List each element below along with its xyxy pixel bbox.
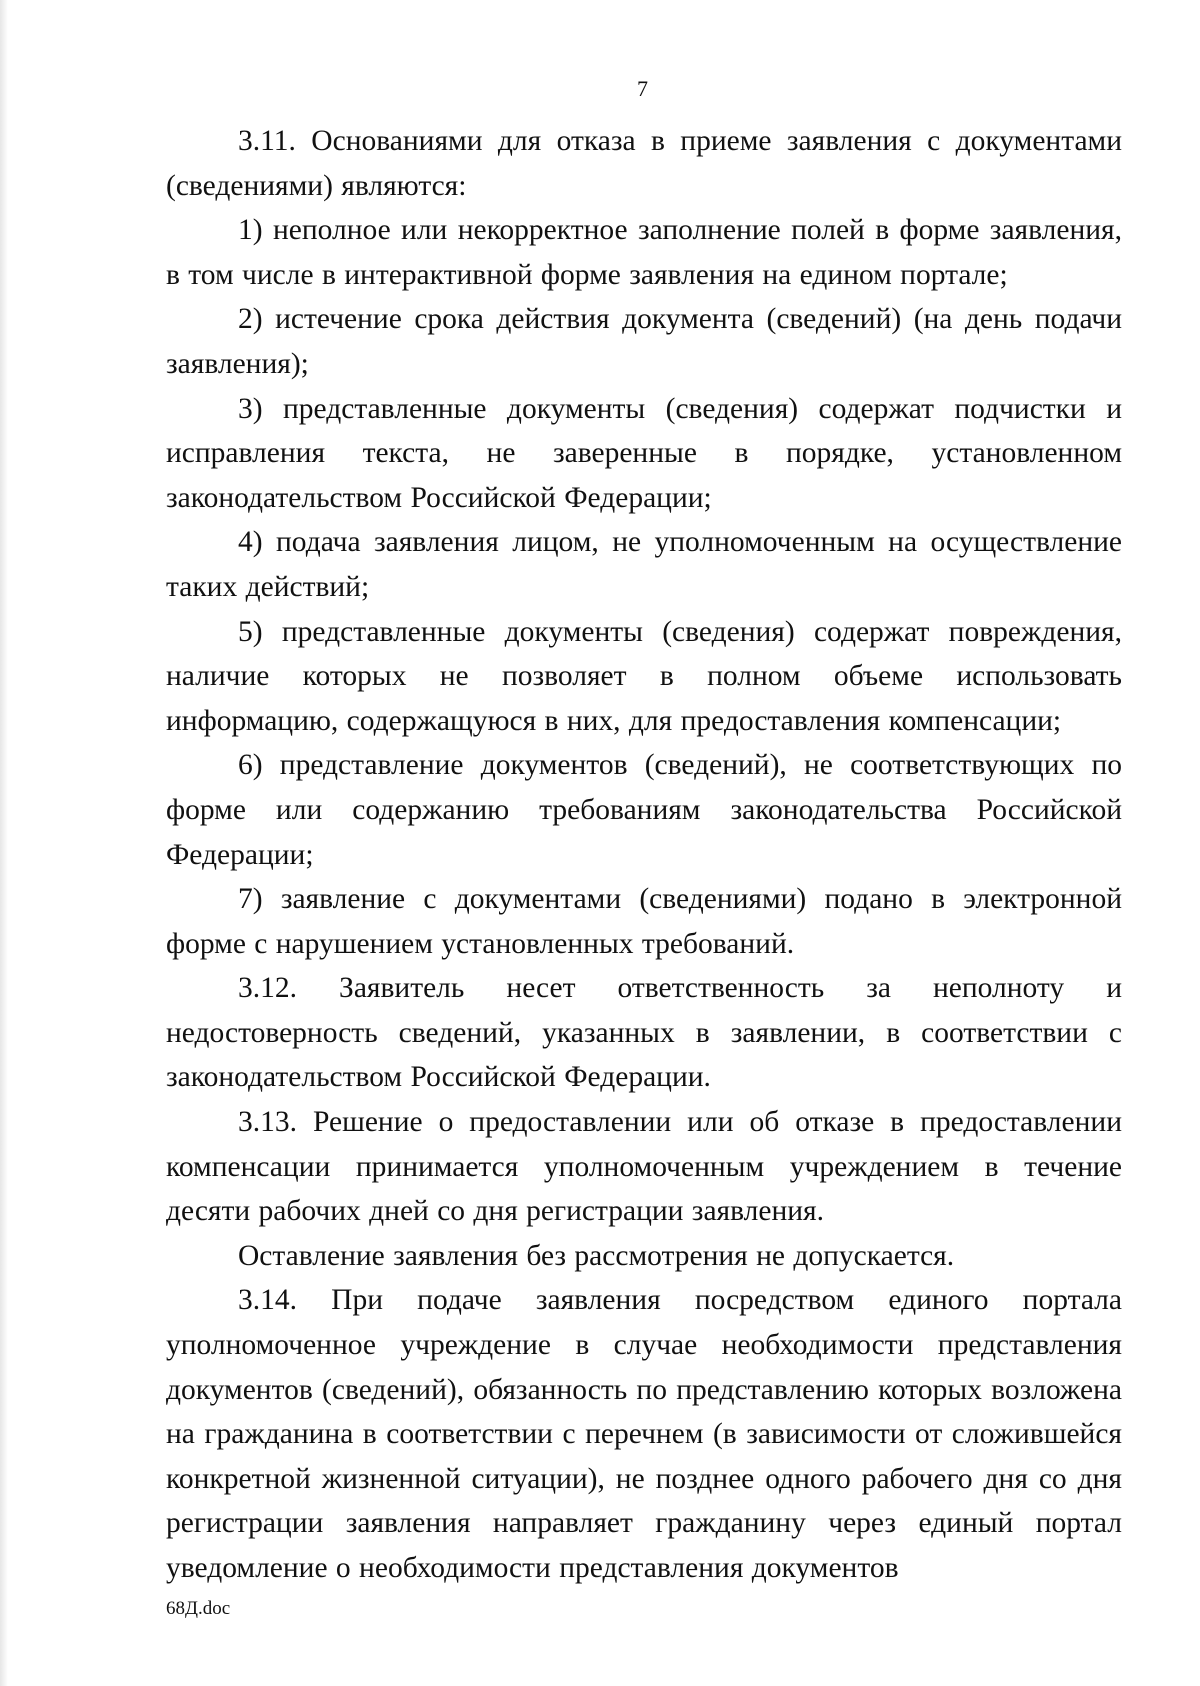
paragraph-item-2: 2) истечение срока действия документа (сведений) (на день подачи заявления); [166, 303, 1122, 380]
paragraph-item-6: 6) представление документов (сведений), не соответствующих по форме или содержанию требованиям законодательства Российской Федерации; [166, 749, 1122, 871]
paragraph-item-3: 3) представленные документы (сведения) содержат подчистки и исправления текста, не заверенные в порядке, установленном законодательством Российской Федерации; [166, 392, 1122, 514]
paragraph-item-5: 5) представленные документы (сведения) содержат повреждения, наличие которых не позволяет в полном объеме использовать информацию, содержащуюся в них, для предоставления компенсации; [166, 615, 1122, 737]
paragraph-3-12: 3.12. Заявитель несет ответственность за неполноту и недостоверность сведений, указанных в заявлении, в соответствии с законодательством Российской Федерации. [166, 972, 1122, 1094]
page-number: 7 [637, 76, 648, 101]
paragraph-3-13: 3.13. Решение о предоставлении или об отказе в предоставлении компенсации принимается уполномоченным учреждением в течение десяти рабочих дней со дня регистрации заявления. [166, 1106, 1122, 1228]
document-body [166, 119, 1122, 1591]
paragraph-item-7: 7) заявление с документами (сведениями) подано в электронной форме с нарушением установленных требований. [166, 883, 1122, 960]
paragraph-3-11: 3.11. Основаниями для отказа в приеме заявления с документами (сведениями) являются: [166, 125, 1122, 202]
paragraph-no-dismissal: Оставление заявления без рассмотрения не допускается. [238, 1239, 955, 1272]
paragraph-3-14: 3.14. При подаче заявления посредством единого портала уполномоченное учреждение в случае необходимости представления документов (сведений), обязанность по представлению которых возложена на гражданина в соответствии с перечнем (в зависимости от сложившейся конкретной жизненной ситуации), не позднее одного рабочего дня со дня регистрации заявления направляет гражданину через единый портал уведомление о необходимости представления документов [166, 1284, 1122, 1584]
paragraph-item-1: 1) неполное или некорректное заполнение полей в форме заявления, в том числе в интерактивной форме заявления на едином портале; [166, 214, 1122, 291]
paragraph-item-4: 4) подача заявления лицом, не уполномоченным на осуществление таких действий; [166, 526, 1122, 603]
scan-edge [0, 0, 8, 1686]
footer-filename: 68Д.doc [166, 1598, 231, 1619]
